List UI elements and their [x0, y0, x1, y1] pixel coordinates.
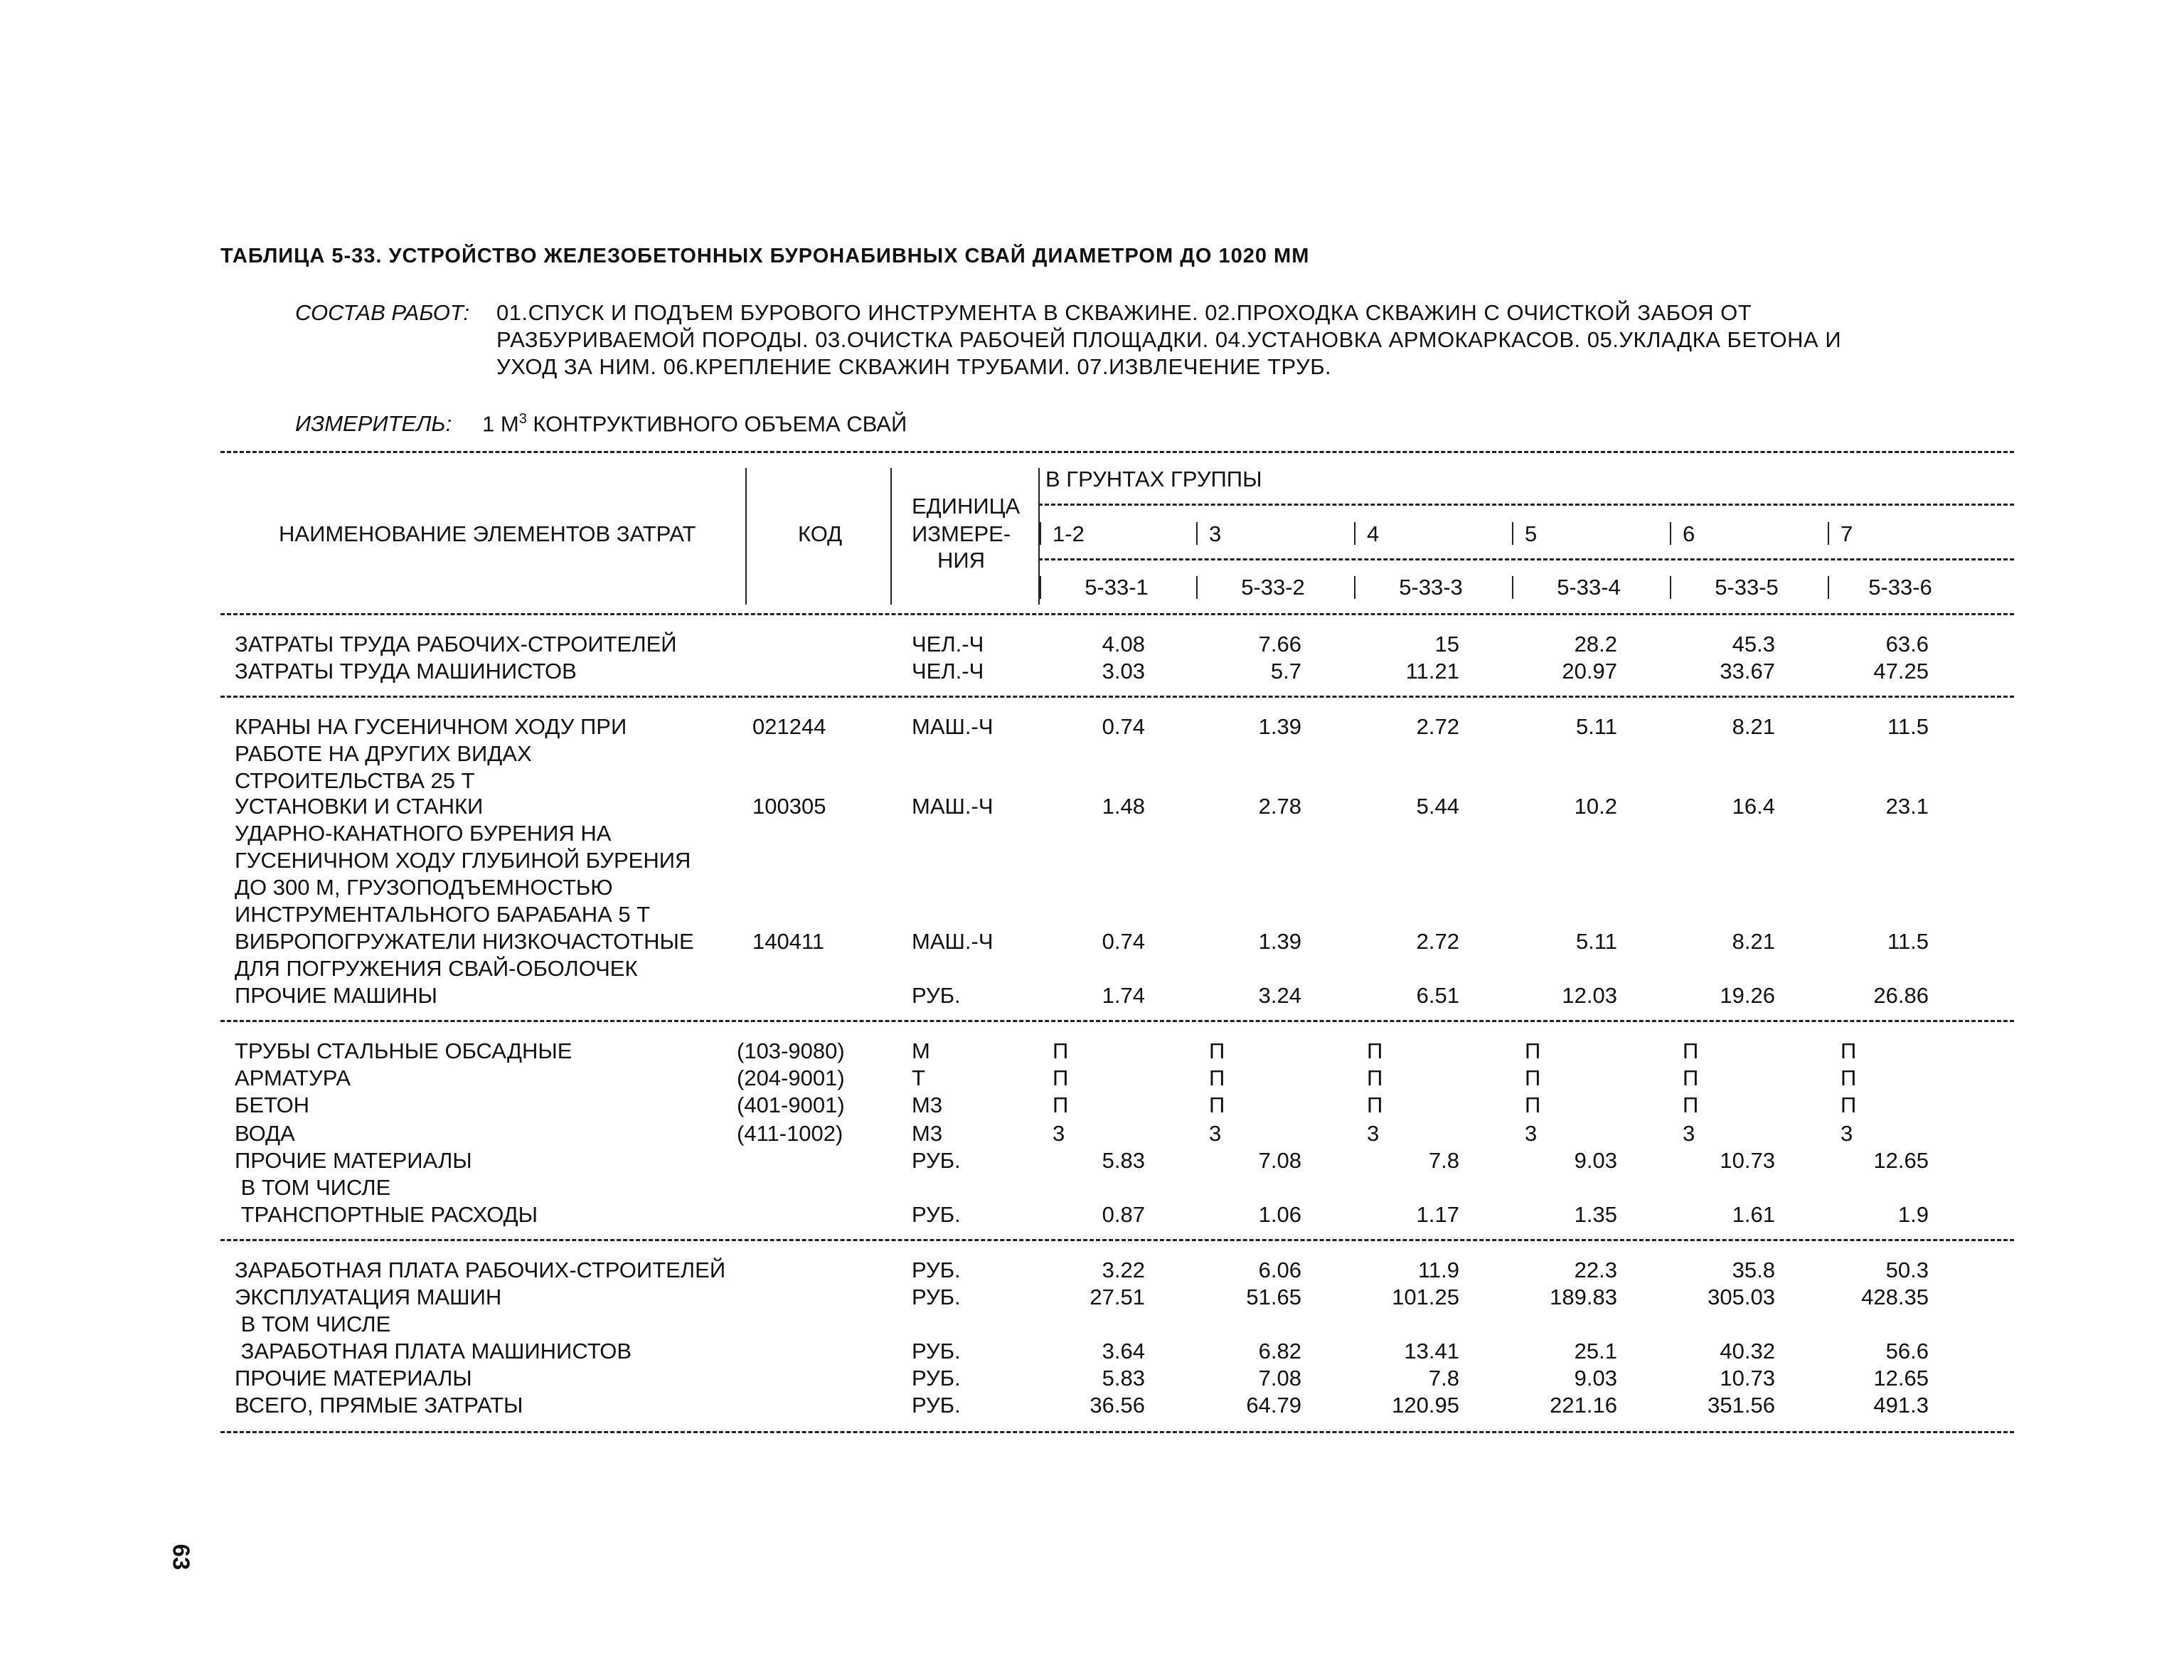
row-name: ТРАНСПОРТНЫЕ РАСХОДЫ — [235, 1202, 538, 1227]
row-value: 23.1 — [1885, 794, 1929, 819]
header-norm-code: 5-33-1 — [1085, 575, 1149, 600]
row-value: 10.73 — [1720, 1148, 1775, 1173]
row-name: ЗАТРАТЫ ТРУДА РАБОЧИХ-СТРОИТЕЛЕЙ — [235, 632, 677, 656]
code-separator — [1512, 576, 1513, 599]
row-value: 120.95 — [1392, 1393, 1459, 1418]
code-separator — [1828, 576, 1829, 599]
group-separator — [1512, 522, 1513, 545]
row-value: 221.16 — [1550, 1393, 1617, 1418]
row-value: 491.3 — [1873, 1393, 1929, 1418]
row-value: 9.03 — [1574, 1366, 1617, 1391]
row-value: 3 — [1525, 1121, 1538, 1146]
row-value: 6.82 — [1258, 1339, 1301, 1363]
row-unit: Т — [912, 1065, 925, 1090]
row-value: 40.32 — [1720, 1339, 1775, 1363]
table-title: ТАБЛИЦА 5-33. УСТРОЙСТВО ЖЕЛЕЗОБЕТОННЫХ БУРОНАБИВНЫХ СВАЙ ДИАМЕТРОМ ДО 1020 ММ — [220, 245, 1310, 267]
row-value: 3.03 — [1102, 659, 1145, 684]
row-unit: РУБ. — [912, 983, 961, 1008]
row-value: 5.44 — [1416, 794, 1459, 819]
row-value: 2.78 — [1258, 794, 1301, 819]
row-value: 7.66 — [1258, 632, 1301, 656]
header-unit-line: ИЗМЕРЕ- — [912, 521, 1011, 546]
row-value: 50.3 — [1885, 1258, 1929, 1282]
header-group: 5 — [1525, 521, 1538, 546]
rule — [220, 696, 2014, 698]
header-norm-code: 5-33-5 — [1715, 575, 1779, 600]
row-unit: ЧЕЛ.-Ч — [912, 659, 984, 684]
row-code: (103-9080) — [737, 1038, 845, 1063]
row-value: 45.3 — [1732, 632, 1775, 656]
header-group: 3 — [1209, 521, 1222, 546]
row-value: П — [1367, 1092, 1383, 1117]
row-value: 10.2 — [1574, 794, 1617, 819]
row-value: П — [1209, 1092, 1225, 1117]
row-value: 3.24 — [1258, 983, 1301, 1008]
code-separator — [1354, 576, 1355, 599]
row-value: 56.6 — [1885, 1339, 1929, 1363]
group-separator — [1040, 522, 1041, 545]
row-value: 64.79 — [1246, 1393, 1301, 1418]
row-unit: РУБ. — [912, 1339, 961, 1363]
row-value: 1.48 — [1102, 794, 1145, 819]
row-unit: ЧЕЛ.-Ч — [912, 632, 984, 656]
row-value: 5.11 — [1575, 929, 1617, 954]
row-value: 351.56 — [1708, 1393, 1775, 1418]
row-name: БЕТОН — [235, 1092, 310, 1117]
row-value: 1.17 — [1416, 1202, 1459, 1227]
rule — [220, 451, 2014, 453]
header-norm-code: 5-33-3 — [1399, 575, 1463, 600]
row-value: 12.03 — [1562, 983, 1617, 1008]
row-unit: РУБ. — [912, 1148, 961, 1173]
row-value: 3.22 — [1102, 1258, 1145, 1282]
row-name: СТРОИТЕЛЬСТВА 25 Т — [235, 768, 475, 793]
row-value: 189.83 — [1550, 1285, 1617, 1309]
row-unit: М3 — [912, 1092, 943, 1117]
row-name: ПРОЧИЕ МАТЕРИАЛЫ — [235, 1148, 472, 1173]
row-name: ВСЕГО, ПРЯМЫЕ ЗАТРАТЫ — [235, 1393, 523, 1418]
code-separator — [1196, 576, 1198, 599]
row-name: ГУСЕНИЧНОМ ХОДУ ГЛУБИНОЙ БУРЕНИЯ — [235, 848, 691, 873]
composition-line: РАЗБУРИВАЕМОЙ ПОРОДЫ. 03.ОЧИСТКА РАБОЧЕЙ ПЛОЩАДКИ. 04.УСТАНОВКА АРМОКАРКАСОВ. 05.УКЛАДКА БЕТОНА И — [496, 327, 1842, 352]
row-code: (204-9001) — [737, 1065, 845, 1090]
row-value: 11.9 — [1417, 1258, 1459, 1282]
row-value: 7.08 — [1258, 1366, 1301, 1391]
row-value: 3 — [1209, 1121, 1222, 1146]
row-value: 5.11 — [1575, 714, 1617, 739]
header-unit-line: ЕДИНИЦА — [912, 494, 1021, 519]
row-name: ВИБРОПОГРУЖАТЕЛИ НИЗКОЧАСТОТНЫЕ — [235, 929, 694, 954]
row-value: 305.03 — [1708, 1285, 1775, 1309]
row-value: 27.51 — [1090, 1285, 1145, 1309]
composition-label: СОСТАВ РАБОТ: — [295, 300, 470, 325]
row-value: 10.73 — [1720, 1366, 1775, 1391]
measure-value: 1 $М^3$ КОНТРУКТИВНОГО ОБЪЕМА СВАЙ — [482, 411, 907, 437]
row-value: 2.72 — [1416, 714, 1459, 739]
row-value: 36.56 — [1090, 1393, 1145, 1418]
row-value: П — [1367, 1038, 1383, 1063]
row-value: 47.25 — [1873, 659, 1929, 684]
row-value: 22.3 — [1574, 1258, 1617, 1282]
row-value: П — [1053, 1038, 1069, 1063]
header-code: КОД — [798, 521, 843, 546]
row-name: В ТОМ ЧИСЛЕ — [235, 1175, 391, 1200]
row-unit: М — [912, 1038, 930, 1063]
row-value: П — [1841, 1092, 1857, 1117]
row-name: УСТАНОВКИ И СТАНКИ — [235, 794, 484, 819]
code-separator — [1670, 576, 1671, 599]
row-value: П — [1525, 1038, 1541, 1063]
row-unit: РУБ. — [912, 1366, 961, 1391]
row-value: 6.06 — [1258, 1258, 1301, 1282]
group-separator — [1828, 522, 1829, 545]
header-name: НАИМЕНОВАНИЕ ЭЛЕМЕНТОВ ЗАТРАТ — [279, 521, 696, 546]
rule — [220, 613, 2014, 615]
row-value: 25.1 — [1574, 1339, 1617, 1363]
row-name: РАБОТЕ НА ДРУГИХ ВИДАХ — [235, 741, 532, 766]
row-value: П — [1525, 1065, 1541, 1090]
row-unit: РУБ. — [912, 1258, 961, 1282]
column-separator — [745, 468, 747, 605]
row-value: П — [1683, 1065, 1699, 1090]
row-value: 16.4 — [1732, 794, 1775, 819]
row-value: 11.21 — [1405, 659, 1459, 684]
measure-label: ИЗМЕРИТЕЛЬ: — [295, 411, 452, 436]
header-group: 1-2 — [1053, 521, 1085, 546]
column-separator — [890, 468, 892, 605]
row-value: 15 — [1434, 632, 1459, 656]
rule — [1038, 558, 2014, 560]
row-unit: РУБ. — [912, 1285, 961, 1309]
row-value: П — [1209, 1038, 1225, 1063]
row-value: П — [1209, 1065, 1225, 1090]
row-value: 1.9 — [1897, 1202, 1929, 1227]
row-value: П — [1053, 1092, 1069, 1117]
header-norm-code: 5-33-2 — [1241, 575, 1305, 600]
row-name: ПРОЧИЕ МАТЕРИАЛЫ — [235, 1366, 472, 1391]
row-value: П — [1367, 1065, 1383, 1090]
row-value: 3.64 — [1102, 1339, 1145, 1363]
header-unit-line: НИЯ — [937, 548, 986, 573]
composition-line: УХОД ЗА НИМ. 06.КРЕПЛЕНИЕ СКВАЖИН ТРУБАМИ. 07.ИЗВЛЕЧЕНИЕ ТРУБ. — [496, 354, 1332, 379]
row-name: ТРУБЫ СТАЛЬНЫЕ ОБСАДНЫЕ — [235, 1038, 572, 1063]
row-value: 7.8 — [1428, 1366, 1459, 1391]
row-value: 1.35 — [1574, 1202, 1617, 1227]
row-value: 1.06 — [1258, 1202, 1301, 1227]
row-name: ИНСТРУМЕНТАЛЬНОГО БАРАБАНА 5 Т — [235, 902, 651, 927]
row-value: 5.83 — [1102, 1366, 1145, 1391]
row-unit: МАШ.-Ч — [912, 794, 994, 819]
row-value: 8.21 — [1732, 929, 1775, 954]
row-value: 3 — [1841, 1121, 1853, 1146]
row-value: 8.21 — [1732, 714, 1775, 739]
row-name: ВОДА — [235, 1121, 295, 1146]
row-value: 33.67 — [1720, 659, 1775, 684]
row-value: 20.97 — [1562, 659, 1617, 684]
row-name: УДАРНО-КАНАТНОГО БУРЕНИЯ НА — [235, 821, 612, 846]
row-value: 19.26 — [1720, 983, 1775, 1008]
row-value: 4.08 — [1102, 632, 1145, 656]
row-value: 26.86 — [1873, 983, 1929, 1008]
row-value: П — [1841, 1038, 1857, 1063]
header-group: 4 — [1367, 521, 1380, 546]
rule — [220, 1239, 2014, 1241]
row-value: 35.8 — [1732, 1258, 1775, 1282]
row-name: АРМАТУРА — [235, 1065, 351, 1090]
row-value: 12.65 — [1873, 1366, 1929, 1391]
row-code: 100305 — [752, 794, 826, 819]
row-unit: МАШ.-Ч — [912, 714, 994, 739]
row-value: П — [1683, 1038, 1699, 1063]
row-unit: РУБ. — [912, 1393, 961, 1418]
header-norm-code: 5-33-4 — [1557, 575, 1621, 600]
header-group: 7 — [1841, 521, 1853, 546]
header-group: 6 — [1683, 521, 1695, 546]
row-value: 0.87 — [1102, 1202, 1145, 1227]
row-name: ЗАТРАТЫ ТРУДА МАШИНИСТОВ — [235, 659, 577, 684]
row-value: 5.83 — [1102, 1148, 1145, 1173]
row-value: 6.51 — [1416, 983, 1459, 1008]
row-code: 021244 — [752, 714, 826, 739]
row-name: ДЛЯ ПОГРУЖЕНИЯ СВАЙ-ОБОЛОЧЕК — [235, 956, 638, 981]
row-name: ДО 300 М, ГРУЗОПОДЪЕМНОСТЬЮ — [235, 875, 613, 900]
rule — [220, 1020, 2014, 1022]
group-separator — [1196, 522, 1198, 545]
row-value: 11.5 — [1887, 714, 1929, 739]
row-name: ЭКСПЛУАТАЦИЯ МАШИН — [235, 1285, 502, 1309]
composition-line: 01.СПУСК И ПОДЪЕМ БУРОВОГО ИНСТРУМЕНТА В СКВАЖИНЕ. 02.ПРОХОДКА СКВАЖИН С ОЧИСТКОЙ ЗАБОЯ ОТ — [496, 300, 1752, 325]
row-value: 1.74 — [1102, 983, 1145, 1008]
row-value: 3 — [1683, 1121, 1695, 1146]
row-code: 140411 — [752, 929, 825, 954]
header-norm-code: 5-33-6 — [1868, 575, 1932, 600]
row-value: 51.65 — [1246, 1285, 1301, 1309]
row-name: ЗАРАБОТНАЯ ПЛАТА МАШИНИСТОВ — [235, 1339, 632, 1363]
row-value: П — [1683, 1092, 1699, 1117]
row-value: 7.8 — [1428, 1148, 1459, 1173]
row-value: 1.39 — [1258, 929, 1301, 954]
row-value: 5.7 — [1270, 659, 1301, 684]
rule — [1038, 504, 2014, 506]
row-name: КРАНЫ НА ГУСЕНИЧНОМ ХОДУ ПРИ — [235, 714, 627, 739]
row-value: 11.5 — [1887, 929, 1929, 954]
row-unit: РУБ. — [912, 1202, 961, 1227]
row-code: (401-9001) — [737, 1092, 845, 1117]
row-name: ПРОЧИЕ МАШИНЫ — [235, 983, 437, 1008]
group-separator — [1354, 522, 1355, 545]
row-value: П — [1841, 1065, 1857, 1090]
group-separator — [1670, 522, 1671, 545]
row-value: 12.65 — [1873, 1148, 1929, 1173]
header-group-title: В ГРУНТАХ ГРУППЫ — [1045, 467, 1262, 491]
row-value: П — [1053, 1065, 1069, 1090]
row-value: П — [1525, 1092, 1541, 1117]
row-value: 9.03 — [1574, 1148, 1617, 1173]
row-value: 428.35 — [1861, 1285, 1929, 1309]
row-name: В ТОМ ЧИСЛЕ — [235, 1312, 391, 1336]
row-value: 1.39 — [1258, 714, 1301, 739]
row-value: 3 — [1053, 1121, 1065, 1146]
row-value: 7.08 — [1258, 1148, 1301, 1173]
row-unit: М3 — [912, 1121, 943, 1146]
row-value: 1.61 — [1732, 1202, 1775, 1227]
row-name: ЗАРАБОТНАЯ ПЛАТА РАБОЧИХ-СТРОИТЕЛЕЙ — [235, 1258, 726, 1282]
row-value: 63.6 — [1885, 632, 1929, 656]
row-value: 101.25 — [1392, 1285, 1459, 1309]
row-value: 2.72 — [1416, 929, 1459, 954]
row-unit: МАШ.-Ч — [912, 929, 994, 954]
row-code: (411-1002) — [737, 1121, 843, 1146]
rule — [220, 1431, 2014, 1433]
row-value: 0.74 — [1102, 714, 1145, 739]
row-value: 28.2 — [1574, 632, 1617, 656]
row-value: 0.74 — [1102, 929, 1145, 954]
row-value: 3 — [1367, 1121, 1380, 1146]
page-number: 63 — [168, 1543, 195, 1570]
row-value: 13.41 — [1404, 1339, 1459, 1363]
code-separator — [1040, 576, 1041, 599]
